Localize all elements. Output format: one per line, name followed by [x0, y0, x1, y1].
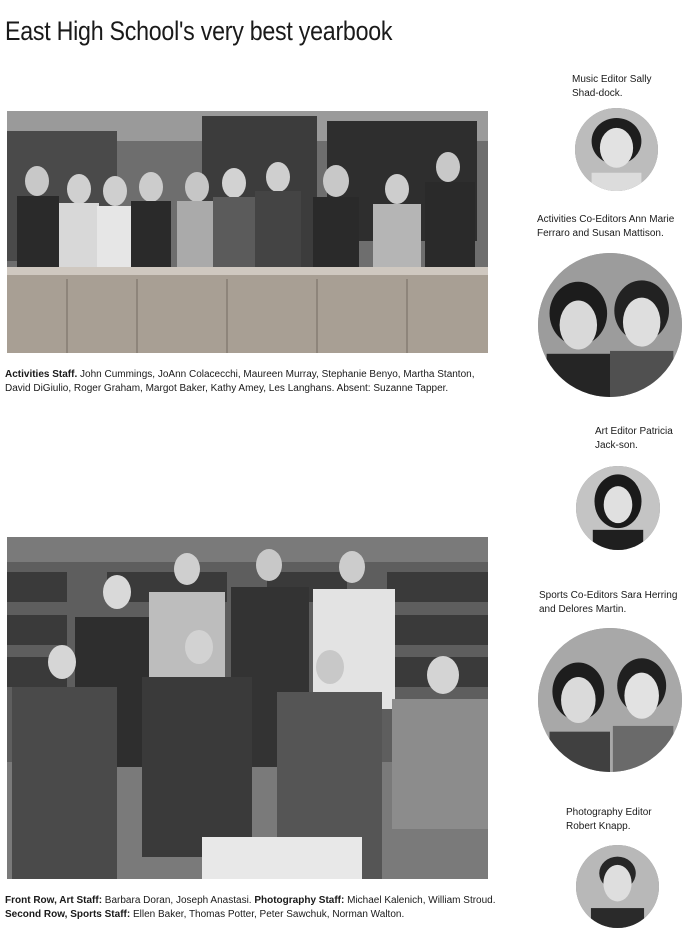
activities-staff-photo: [7, 111, 488, 353]
portrait-art-editor: [576, 466, 660, 550]
activities-staff-caption: [5, 368, 495, 396]
caption-text-sports: Ellen Baker, Thomas Potter, Peter Sawchuk, Norman Walton.: [130, 909, 405, 920]
editor-caption-photography: Photography Editor Robert Knapp.: [566, 807, 652, 832]
caption-lead-front-row: Front Row, Art Staff:: [5, 895, 103, 906]
portrait-photography-editor: [576, 845, 659, 928]
editor-caption-music: Music Editor Sally Shad-dock.: [572, 74, 652, 99]
editor-caption-art: Art Editor Patricia Jack-son.: [595, 426, 673, 451]
staff-group-photo: [7, 537, 488, 879]
caption-text-photography: Michael Kalenich, William Stroud.: [344, 895, 496, 906]
portrait-activities-editors: [538, 253, 682, 397]
caption-lead: Activities Staff.: [5, 369, 78, 380]
caption-lead-photography: Photography Staff:: [254, 895, 345, 906]
editor-caption-activities: Activities Co-Editors Ann Marie Ferraro and Susan Mattison.: [537, 214, 675, 239]
staff-group-caption: [5, 894, 500, 922]
page-title: East High School's very best yearbook: [5, 16, 393, 46]
portrait-music-editor: [575, 108, 658, 191]
caption-text-art: Barbara Doran, Joseph Anastasi.: [102, 895, 255, 906]
caption-lead-second-row: Second Row, Sports Staff:: [5, 909, 131, 920]
portrait-sports-editors: [538, 628, 682, 772]
editor-caption-sports: Sports Co-Editors Sara Herring and Delores Martin.: [539, 590, 678, 615]
caption-text: John Cummings, JoAnn Colacecchi, Maureen Murray, Stephanie Benyo, Martha Stanton, David DiGiulio, Roger Graham, Margot Baker, Kathy Amey, Les Langhans. Absent: Suzanne Tapper.: [5, 369, 475, 394]
